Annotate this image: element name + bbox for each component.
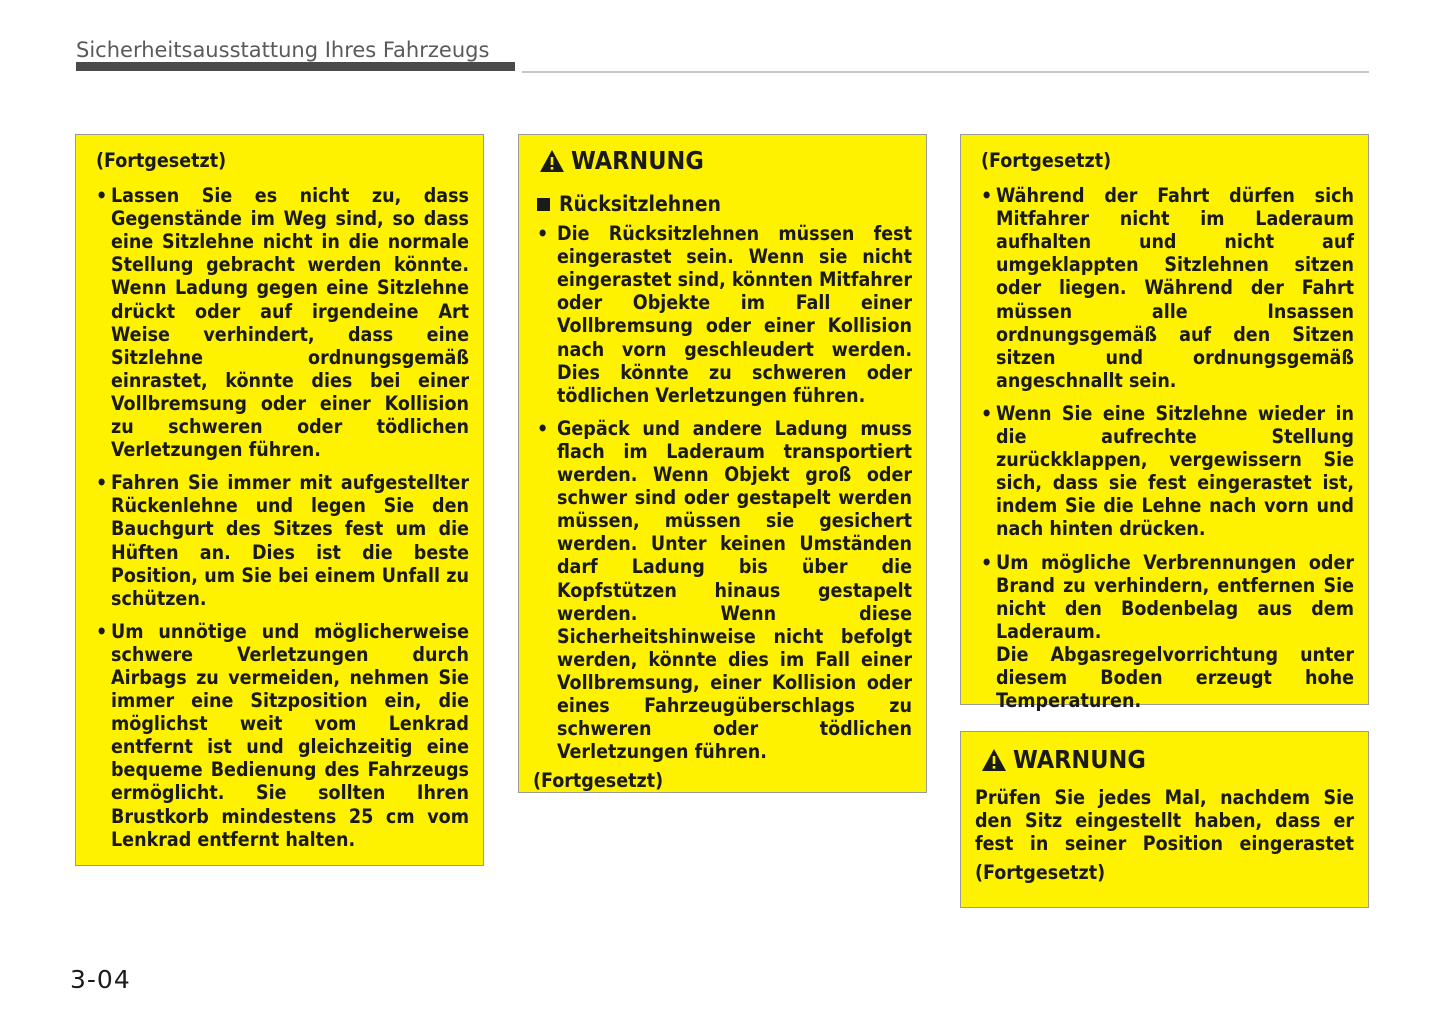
list-item-text-extra: Die Abgasregelvorrichtung unter diesem Boden erzeugt hohe Temperaturen. — [996, 642, 1354, 713]
bullet-list — [981, 184, 1354, 712]
warning-heading — [539, 146, 912, 176]
warning-title: WARNUNG — [1013, 745, 1146, 775]
continued-label: (Fortgesetzt) — [981, 149, 1112, 172]
warning-triangle-icon — [539, 149, 565, 173]
continued-label: (Fortgesetzt) — [533, 769, 664, 793]
header-rule — [522, 71, 1369, 73]
list-item-text: Um mögliche Verbrennungen oder Brand zu verhindern, entfernen Sie nicht den Bodenbelag aus dem Laderaum. — [996, 550, 1354, 643]
list-item: • Wenn Sie eine Sitzlehne wieder in die aufrechte Stellung zurückklappen, vergewissern Sie sich, dass sie fest eingerastet ist, indem Sie die Lehne nach vorn und nach hinten drücken. — [981, 402, 1354, 541]
warning-heading — [981, 745, 1354, 775]
list-item: • Gepäck und andere Ladung muss flach im Laderaum transportiert werden. Wenn Objekt groß oder schwer sind oder gestapelt werden müssen, müssen sie gesichert werden. Unter keinen Umständen darf Ladung bis über die Kopfstützen hinaus gestapelt werden. Wenn diese Sicherheitshinweise nicht befolgt werden, könnte dies im Fall einer Vollbremsung, einer Kollision oder eines Fahrzeugüberschlags zu schweren oder tödlichen Verletzungen führen. — [537, 417, 912, 763]
warning-text: Prüfen Sie jedes Mal, nachdem Sie den Sitz eingestellt haben, dass er fest in seiner Position eingerastet — [975, 786, 1354, 856]
warning-box-continued-3 — [960, 134, 1369, 713]
list-item: • Während der Fahrt dürfen sich Mitfahrer nicht im Laderaum aufhalten und nicht auf umgeklappten Sitzlehnen sitzen oder liegen. Während der Fahrt müssen alle Insassen ordnungsgemäß auf den Sitzen sitzen und ordnungsgemäß angeschnallt sein. — [981, 184, 1354, 392]
section-title: Sicherheitsausstattung Ihres Fahrzeugs — [76, 38, 490, 62]
continued-label: (Fortgesetzt) — [975, 861, 1106, 885]
section-heading-text: Rücksitzlehnen — [559, 192, 721, 216]
page-number: 3-04 — [70, 965, 131, 994]
warning-box-seat-check — [960, 731, 1369, 908]
list-item: • Lassen Sie es nicht zu, dass Gegenstände im Weg sind, so dass eine Sitzlehne nicht in die normale Stellung gebracht werden könnte. Wenn Ladung gegen eine Sitzlehne drückt oder auf irgendeine Art Weise verhindert, dass eine Sitzlehne ordnungsgemäß einrastet, könnte dies bei einer Vollbremsung oder einer Kollision zu schweren oder tödlichen Verletzungen führen. — [96, 184, 469, 461]
bullet-list — [96, 184, 469, 851]
warning-box-rear-seatbacks — [518, 134, 927, 793]
list-item: • Um unnötige und möglicherweise schwere Verletzungen durch Airbags zu vermeiden, nehmen Sie immer eine Sitzposition ein, die möglichst weit vom Lenkrad entfernt ist und gleichzeitig eine bequeme Bedienung des Fahrzeugs ermöglicht. Sie sollten Ihren Brustkorb mindestens 25 cm vom Lenkrad entfernt halten. — [96, 620, 469, 851]
square-bullet-icon — [537, 198, 550, 211]
warning-triangle-icon — [981, 748, 1007, 772]
warning-title: WARNUNG — [571, 146, 704, 176]
warning-box-continued-1 — [75, 134, 484, 866]
list-item: • Die Rücksitzlehnen müssen fest eingerastet sein. Wenn sie nicht eingerastet sind, könnten Mitfahrer oder Objekte im Fall einer Vollbremsung oder einer Kollision nach vorn geschleudert werden. Dies könnte zu schweren oder tödlichen Verletzungen führen. — [537, 222, 912, 407]
section-heading — [537, 193, 912, 216]
list-item — [981, 551, 1354, 713]
continued-label: (Fortgesetzt) — [96, 149, 227, 172]
bullet-list — [537, 222, 912, 763]
header-bar — [76, 62, 515, 71]
list-item: • Fahren Sie immer mit aufgestellter Rückenlehne und legen Sie den Bauchgurt des Sitzes fest um die Hüften an. Dies ist die beste Position, um Sie bei einem Unfall zu schützen. — [96, 471, 469, 610]
